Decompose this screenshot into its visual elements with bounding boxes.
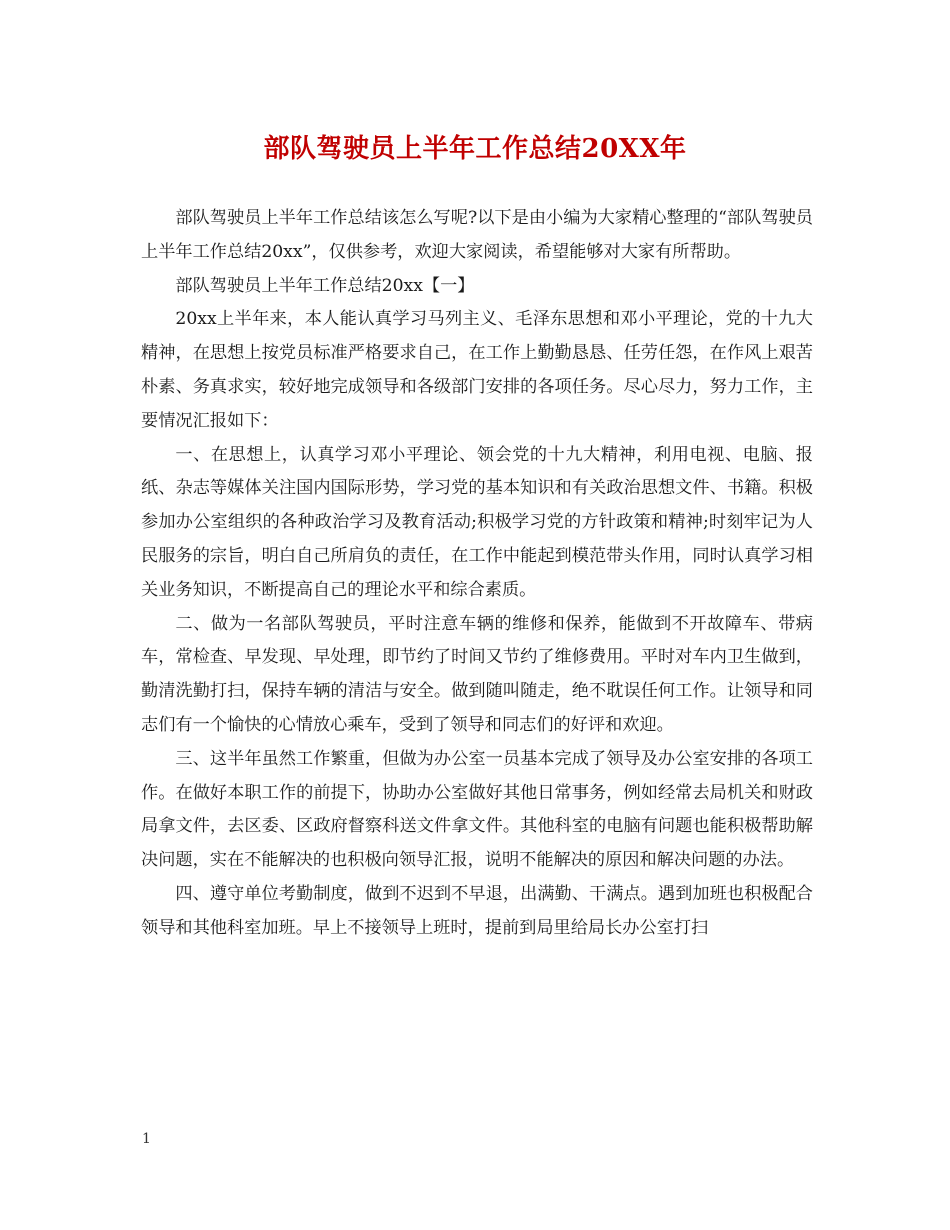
paragraph-overview: 20xx上半年来，本人能认真学习马列主义、毛泽东思想和邓小平理论，党的十九大精神，在思想上按党员标准严格要求自己，在工作上勤勤恳恳、任劳任怨，在作风上艰苦朴素、务真求实，较好地完成领导和各级部门安排的各项任务。尽心尽力，努力工作，主要情况汇报如下： <box>141 309 813 431</box>
paragraph-point-3: 三、这半年虽然工作繁重，但做为办公室一员基本完成了领导及办公室安排的各项工作。在做好本职工作的前提下，协助办公室做好其他日常事务，例如经常去局机关和财政局拿文件，去区委、区政府督察科送文件拿文件。其他科室的电脑有问题也能积极帮助解决问题，实在不能解决的也积极向领导汇报，说明不能解决的原因和解决问题的办法。 <box>141 748 813 871</box>
page-number: 1 <box>142 1131 151 1147</box>
paragraph-point-4: 四、遵守单位考勤制度，做到不迟到不早退，出满勤、干满点。遇到加班也积极配合领导和其他科室加班。早上不接领导上班时，提前到局里给局长办公室打扫 <box>141 883 813 938</box>
paragraph-section-heading: 部队驾驶员上半年工作总结20xx【一】 <box>175 275 475 296</box>
paragraph-intro: 部队驾驶员上半年工作总结该怎么写呢?以下是由小编为大家精心整理的“部队驾驶员上半年工作总结20xx”，仅供参考，欢迎大家阅读，希望能够对大家有所帮助。 <box>141 208 813 262</box>
paragraph-point-2: 二、做为一名部队驾驶员，平时注意车辆的维修和保养，能做到不开故障车、带病车，常检查、早发现、早处理，即节约了时间又节约了维修费用。平时对车内卫生做到，勤清洗勤打扫，保持车辆的清洁与安全。做到随叫随走，绝不耽误任何工作。让领导和同志们有一个愉快的心情放心乘车，受到了领导和同志们的好评和欢迎。 <box>141 613 813 735</box>
document-body <box>141 202 813 946</box>
paragraph-point-1: 一、在思想上，认真学习邓小平理论、领会党的十九大精神，利用电视、电脑、报纸、杂志等媒体关注国内国际形势，学习党的基本知识和有关政治思想文件、书籍。积极参加办公室组织的各种政治学习及教育活动;积极学习党的方针政策和精神;时刻牢记为人民服务的宗旨，明白自己所肩负的责任，在工作中能起到模范带头作用，同时认真学习相关业务知识，不断提高自己的理论水平和综合素质。 <box>141 444 813 600</box>
document-title: 部队驾驶员上半年工作总结20XX年 <box>263 134 687 164</box>
